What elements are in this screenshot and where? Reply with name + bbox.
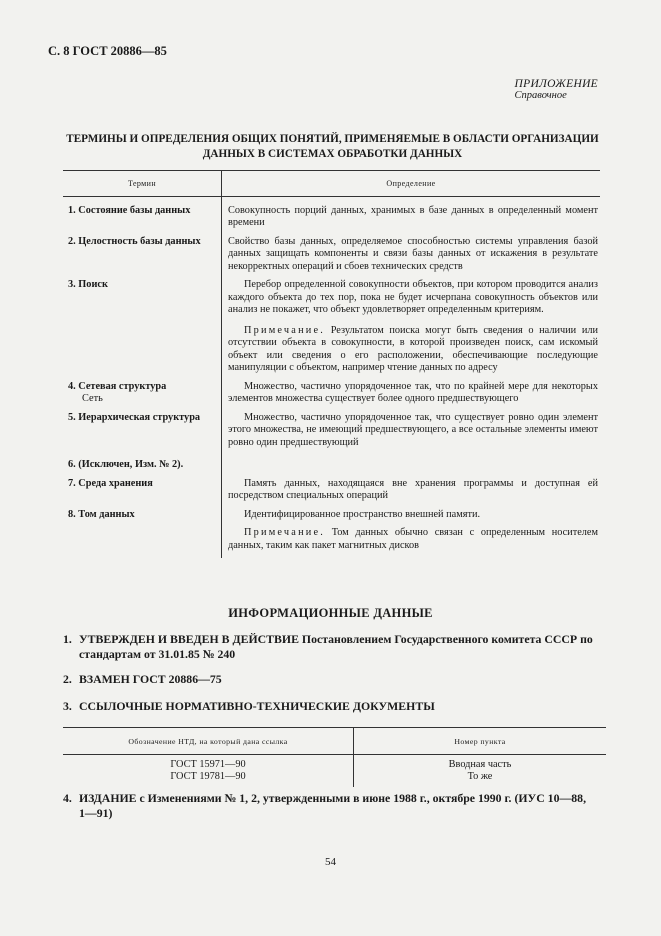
table-row bbox=[63, 449, 600, 472]
info-item-number: 2. bbox=[63, 672, 72, 686]
term-name: 3. Поиск bbox=[68, 279, 108, 290]
info-item-text: ВЗАМЕН ГОСТ 20886—75 bbox=[79, 672, 222, 686]
term-name: 4. Сетевая структура bbox=[68, 380, 167, 392]
section-title-line2: ДАННЫХ В СИСТЕМАХ ОБРАБОТКИ ДАННЫХ bbox=[202, 148, 463, 160]
table-row bbox=[63, 771, 606, 787]
table-row bbox=[63, 472, 600, 503]
info-item-text: ИЗДАНИЕ с Изменениями № 1, 2, утвержденными в июне 1988 г., октябре 1990 г. (ИУС 10—88, bbox=[79, 791, 587, 805]
info-item-number: 1. bbox=[63, 632, 72, 646]
table-row bbox=[63, 230, 600, 274]
appendix-subtitle: Справочное bbox=[514, 90, 567, 101]
info-item-text-cont: 1—91) bbox=[79, 806, 113, 820]
info-title: ИНФОРМАЦИОННЫЕ ДАННЫЕ bbox=[228, 606, 433, 620]
appendix-label bbox=[515, 78, 598, 101]
page-number: 54 bbox=[325, 856, 336, 868]
info-item-references bbox=[63, 699, 608, 714]
term-synonym: Сеть bbox=[82, 393, 103, 404]
term-name: 5. Иерархическая структура bbox=[68, 411, 201, 423]
info-item-number: 3. bbox=[63, 699, 72, 713]
reference-item: То же bbox=[467, 771, 493, 782]
term-name: 7. Среда хранения bbox=[68, 477, 153, 489]
info-item-number: 4. bbox=[63, 791, 72, 805]
term-name: 8. Том данных bbox=[68, 508, 135, 520]
table-row bbox=[63, 406, 600, 450]
info-item-text: ССЫЛОЧНЫЕ НОРМАТИВНО-ТЕХНИЧЕСКИЕ ДОКУМЕНТЫ bbox=[79, 699, 435, 713]
info-item-text-cont: стандартам от 31.01.85 № 240 bbox=[79, 647, 236, 661]
references-table-header bbox=[63, 728, 606, 755]
terms-table bbox=[63, 170, 600, 558]
table-row bbox=[63, 503, 600, 559]
column-header-term: Термин bbox=[63, 171, 222, 197]
term-note bbox=[228, 527, 598, 552]
term-definition: Совокупность порций данных, хранимых в базе данных в определенный момент времени bbox=[228, 204, 598, 228]
column-header-item: Номер пункта bbox=[354, 728, 607, 755]
appendix-title: ПРИЛОЖЕНИЕ bbox=[514, 78, 598, 90]
reference-document: ГОСТ 19781—90 bbox=[63, 771, 354, 787]
term-name: 6. (Исключен, Изм. № 2). bbox=[68, 459, 184, 470]
term-definition: Свойство базы данных, определяемое способностью системы управления базой данных защищать компоненты и связи базы данных от искажения в результате некорректных операций и сбоев технических средств bbox=[228, 235, 598, 272]
column-header-definition: Определение bbox=[222, 171, 601, 197]
note-label: Примечание. bbox=[244, 324, 326, 336]
term-definition: Память данных, находящаяся вне хранения программы и доступная ей посредством специальных операций bbox=[228, 477, 598, 501]
term-definition: Множество, частично упорядоченное так, что по крайней мере для некоторых элементов множества существует более одного предшествующего bbox=[228, 380, 598, 404]
note-text: Результатом поиска могут быть сведения о наличии или отсутствии объекта в совокупности, в которой произведен поиск, сам искомый объект или сведения о его расположении, обеспечивающие последующие манипуляции с объектом, например чтение данных по адресу bbox=[228, 324, 598, 373]
term-note bbox=[228, 325, 598, 375]
column-header-document: Обозначение НТД, на который дана ссылка bbox=[63, 728, 354, 755]
table-row bbox=[63, 755, 606, 772]
reference-item: Вводная часть bbox=[448, 759, 512, 770]
table-row bbox=[63, 196, 600, 230]
table-row bbox=[63, 375, 600, 406]
info-item-replaced bbox=[63, 672, 608, 687]
reference-document: ГОСТ 15971—90 bbox=[63, 755, 354, 772]
note-label: Примечание. bbox=[244, 527, 326, 538]
term-name: 1. Состояние базы данных bbox=[68, 204, 191, 216]
terms-table-header bbox=[63, 171, 600, 197]
section-title-line1: ТЕРМИНЫ И ОПРЕДЕЛЕНИЯ ОБЩИХ ПОНЯТИЙ, ПРИМЕНЯЕМЫЕ В ОБЛАСТИ ОРГАНИЗАЦИИ bbox=[66, 133, 599, 145]
note-text: Том данных обычно связан с определенным носителем данных, таким как пакет магнитных дисков bbox=[228, 527, 598, 551]
info-item-approved bbox=[63, 632, 608, 662]
term-definition: Перебор определенной совокупности объектов, при котором проводится анализ каждого объекта до тех пор, пока не будет исчерпана совокупность объектов или анализ не покажет, что объект удовлетворяет определенным критериям. bbox=[228, 279, 598, 315]
table-row bbox=[63, 273, 600, 375]
term-name: 2. Целостность базы данных bbox=[68, 235, 201, 247]
info-item-text: УТВЕРЖДЕН И ВВЕДЕН В ДЕЙСТВИЕ Постановлением Государственного комитета СССР по bbox=[79, 632, 593, 646]
section-title bbox=[55, 132, 610, 162]
page-header: С. 8 ГОСТ 20886—85 bbox=[48, 44, 167, 58]
info-item-edition bbox=[63, 791, 608, 821]
term-definition: Множество, частично упорядоченное так, что существует ровно один элемент этого множества, не имеющий предшествующего, а все остальные элементы имеют ровно один предшествующий bbox=[228, 411, 598, 448]
term-definition: Идентифицированное пространство внешней памяти. bbox=[244, 508, 481, 520]
references-table bbox=[63, 727, 606, 787]
